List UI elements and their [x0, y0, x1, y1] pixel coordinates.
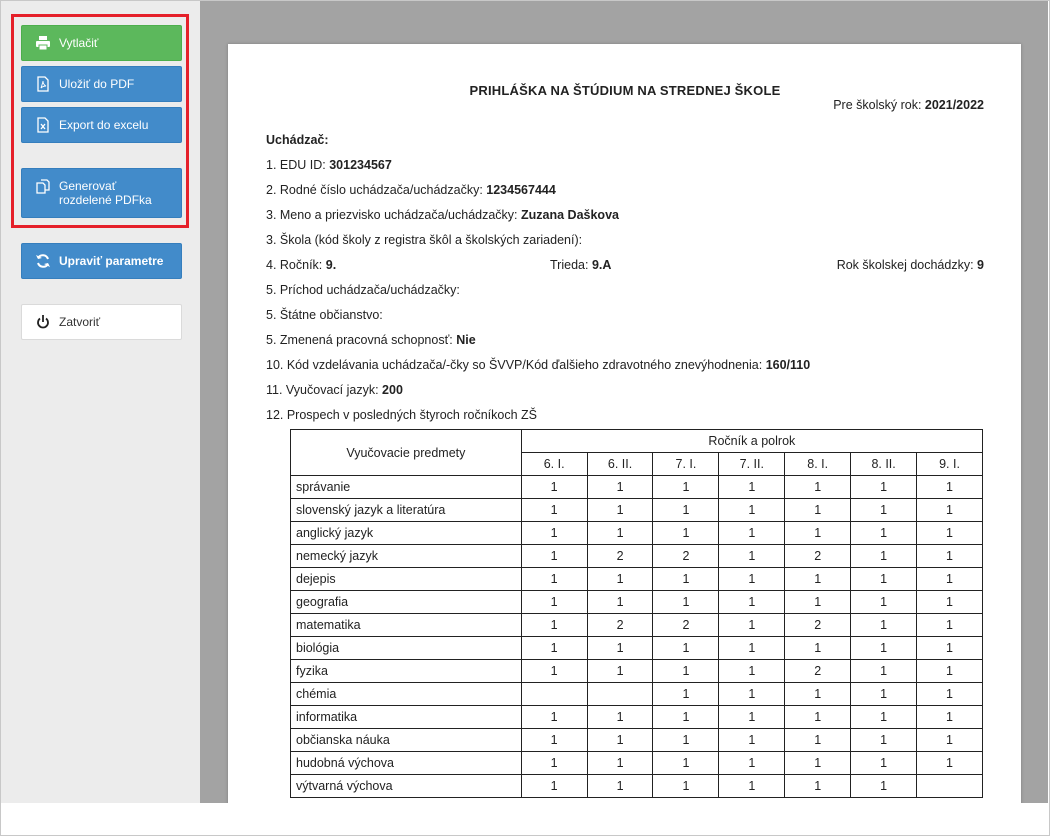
edit-parameters-button[interactable]: [21, 243, 182, 279]
school-year: [833, 98, 984, 112]
edu-id-line: [266, 158, 984, 174]
grade-value: 9.: [325, 258, 337, 272]
table-row: [291, 752, 983, 775]
year-group-header: Ročník a polrok: [521, 430, 982, 453]
grade-cell: 1: [917, 568, 983, 591]
grade-cell: 1: [851, 614, 917, 637]
grade-cell: 1: [521, 614, 587, 637]
grade-cell: 1: [521, 637, 587, 660]
grades-header-row: [291, 430, 983, 453]
work-capacity-label: 5. Zmenená pracovná schopnosť:: [266, 333, 453, 347]
subject-cell: anglický jazyk: [291, 522, 522, 545]
grade-cell: 1: [785, 476, 851, 499]
arrival-line: [266, 283, 984, 299]
grade-cell: 1: [719, 522, 785, 545]
grade-cell: 1: [917, 683, 983, 706]
subject-cell: dejepis: [291, 568, 522, 591]
name-line: [266, 208, 984, 224]
grade-cell: 1: [587, 660, 653, 683]
grade-cell: 1: [587, 476, 653, 499]
column-header: 7. I.: [653, 453, 719, 476]
grade-cell: 1: [521, 545, 587, 568]
close-label: Zatvoriť: [59, 315, 101, 329]
grade-cell: 1: [653, 660, 719, 683]
grade-cell: 1: [719, 637, 785, 660]
column-header: 8. II.: [851, 453, 917, 476]
grade-cell: 1: [785, 637, 851, 660]
grade-cell: 1: [653, 476, 719, 499]
grade-cell: 1: [917, 752, 983, 775]
save-pdf-button[interactable]: [21, 66, 182, 102]
table-row: [291, 775, 983, 798]
grade-cell: 1: [653, 775, 719, 798]
grade-cell: 1: [851, 476, 917, 499]
print-button[interactable]: [21, 25, 182, 61]
grade-cell: 1: [851, 683, 917, 706]
grade-cell: 1: [851, 660, 917, 683]
generate-split-pdf-button[interactable]: [21, 168, 182, 218]
grade-cell: 1: [653, 499, 719, 522]
grade-cell: 1: [719, 729, 785, 752]
grade-cell: 1: [653, 752, 719, 775]
education-code-label: 10. Kód vzdelávania uchádzača/-čky so ŠVVP/Kód ďalšieho zdravotného znevýhodnenia:: [266, 358, 763, 372]
subject-cell: matematika: [291, 614, 522, 637]
grade-cell: 1: [587, 729, 653, 752]
grade-cell: 1: [917, 522, 983, 545]
table-row: [291, 614, 983, 637]
grade-cell: 1: [917, 614, 983, 637]
close-button[interactable]: [21, 304, 182, 340]
table-row: [291, 706, 983, 729]
grades-body: [291, 476, 983, 798]
grade-cell: 1: [521, 499, 587, 522]
grade-cell: 1: [521, 591, 587, 614]
grade-cell: 1: [785, 591, 851, 614]
school-year-label: Pre školský rok:: [833, 98, 922, 112]
school-year-value: 2021/2022: [924, 98, 984, 112]
table-row: [291, 522, 983, 545]
copy-files-icon: [35, 179, 51, 195]
subject-cell: fyzika: [291, 660, 522, 683]
sidebar: [1, 1, 200, 803]
grade-cell: 1: [719, 683, 785, 706]
grade-cell: 1: [785, 729, 851, 752]
grade-cell: 1: [917, 499, 983, 522]
export-excel-label: Export do excelu: [59, 118, 149, 132]
grade-cell: [917, 775, 983, 798]
grade-cell: 2: [785, 614, 851, 637]
grade-cell: 1: [521, 476, 587, 499]
grade-cell: 1: [719, 568, 785, 591]
grade-cell: 1: [785, 752, 851, 775]
grade-cell: 1: [653, 591, 719, 614]
education-code-line: [266, 358, 984, 374]
grade-cell: 2: [587, 545, 653, 568]
grade-cell: 1: [917, 660, 983, 683]
work-capacity-line: [266, 333, 984, 349]
grade-cell: 2: [653, 545, 719, 568]
edit-parameters-label: Upraviť parametre: [59, 254, 164, 268]
table-row: [291, 660, 983, 683]
grade-cell: 1: [719, 499, 785, 522]
column-header: 6. I.: [521, 453, 587, 476]
grade-cell: 1: [719, 614, 785, 637]
grade-cell: 1: [521, 660, 587, 683]
table-row: [291, 476, 983, 499]
grade-cell: 1: [719, 775, 785, 798]
grade-cell: 1: [785, 683, 851, 706]
table-row: [291, 545, 983, 568]
subject-cell: občianska náuka: [291, 729, 522, 752]
subject-cell: výtvarná výchova: [291, 775, 522, 798]
applicant-heading: [266, 133, 984, 149]
name-value: Zuzana Daškova: [521, 208, 619, 222]
grade-cell: 1: [785, 568, 851, 591]
split-pdf-label-line2: rozdelené PDFka: [59, 193, 152, 207]
excel-file-icon: [35, 117, 51, 133]
grade-cell: 1: [653, 706, 719, 729]
grade-cell: 1: [917, 545, 983, 568]
printer-icon: [35, 35, 51, 51]
table-row: [291, 729, 983, 752]
language-line: [266, 383, 984, 399]
grade-cell: 2: [587, 614, 653, 637]
grade-cell: 1: [851, 637, 917, 660]
edu-id-label: 1. EDU ID:: [266, 158, 326, 172]
column-header: 8. I.: [785, 453, 851, 476]
applicant-heading-text: Uchádzač:: [266, 133, 329, 147]
grade-cell: 1: [587, 499, 653, 522]
attendance-label: Rok školskej dochádzky:: [836, 258, 974, 272]
grade-cell: 1: [653, 683, 719, 706]
subject-cell: chémia: [291, 683, 522, 706]
grade-cell: 1: [785, 775, 851, 798]
grade-cell: 1: [587, 752, 653, 775]
subject-cell: správanie: [291, 476, 522, 499]
grade-cell: 1: [521, 522, 587, 545]
education-code-value: 160/110: [765, 358, 811, 372]
arrival-label: 5. Príchod uchádzača/uchádzačky:: [266, 283, 460, 297]
grade-cell: 1: [851, 499, 917, 522]
subject-cell: slovenský jazyk a literatúra: [291, 499, 522, 522]
subject-cell: informatika: [291, 706, 522, 729]
grade-cell: 1: [917, 591, 983, 614]
citizenship-label: 5. Štátne občianstvo:: [266, 308, 383, 322]
bottom-strip: [1, 803, 1049, 835]
document-page: [228, 44, 1021, 803]
subject-cell: geografia: [291, 591, 522, 614]
grade-cell: 1: [587, 568, 653, 591]
grade-cell: [521, 683, 587, 706]
grade-cell: 1: [917, 637, 983, 660]
grade-cell: [587, 683, 653, 706]
edu-id-value: 301234567: [329, 158, 392, 172]
refresh-icon: [35, 253, 51, 269]
grade-field: [266, 258, 336, 272]
grade-cell: 1: [653, 637, 719, 660]
grade-cell: 1: [785, 522, 851, 545]
school-line: [266, 233, 984, 249]
grade-cell: 2: [653, 614, 719, 637]
grade-cell: 1: [653, 568, 719, 591]
grade-cell: 1: [719, 706, 785, 729]
grade-cell: 1: [587, 522, 653, 545]
grade-cell: 1: [719, 476, 785, 499]
grade-cell: 1: [917, 706, 983, 729]
grade-cell: 2: [785, 545, 851, 568]
results-label: 12. Prospech v posledných štyroch ročníkoch ZŠ: [266, 408, 537, 422]
table-row: [291, 683, 983, 706]
column-header: 6. II.: [587, 453, 653, 476]
grade-cell: 2: [785, 660, 851, 683]
birth-number-label: 2. Rodné číslo uchádzača/uchádzačky:: [266, 183, 483, 197]
table-row: [291, 637, 983, 660]
language-label: 11. Vyučovací jazyk:: [266, 383, 379, 397]
grade-cell: 1: [917, 729, 983, 752]
grade-cell: 1: [851, 522, 917, 545]
grade-cell: 1: [851, 568, 917, 591]
document-title: PRIHLÁŠKA NA ŠTÚDIUM NA STREDNEJ ŠKOLE: [469, 83, 781, 98]
column-header: 7. II.: [719, 453, 785, 476]
grade-cell: 1: [719, 752, 785, 775]
grade-cell: 1: [851, 752, 917, 775]
grade-cell: 1: [521, 568, 587, 591]
results-line: [266, 408, 984, 424]
grade-cell: 1: [785, 499, 851, 522]
grades-table: [290, 429, 983, 798]
citizenship-line: [266, 308, 984, 324]
attendance-field: [837, 258, 984, 272]
split-pdf-label: [59, 179, 152, 207]
table-row: [291, 499, 983, 522]
grade-cell: 1: [521, 752, 587, 775]
school-label: 3. Škola (kód školy z registra škôl a školských zariadení):: [266, 233, 583, 247]
grade-cell: 1: [521, 706, 587, 729]
grade-cell: 1: [917, 476, 983, 499]
grade-cell: 1: [851, 729, 917, 752]
split-pdf-label-line1: Generovať: [59, 179, 117, 193]
birth-number-value: 1234567444: [486, 183, 556, 197]
grade-cell: 1: [851, 545, 917, 568]
grade-cell: 1: [587, 591, 653, 614]
grade-cell: 1: [587, 775, 653, 798]
grade-cell: 1: [851, 775, 917, 798]
subject-header: Vyučovacie predmety: [291, 430, 522, 476]
grade-cell: 1: [587, 706, 653, 729]
grade-cell: 1: [653, 522, 719, 545]
grade-cell: 1: [719, 545, 785, 568]
attendance-value: 9: [977, 258, 984, 272]
save-pdf-label: Uložiť do PDF: [59, 77, 135, 91]
grade-cell: 1: [653, 729, 719, 752]
language-value: 200: [382, 383, 403, 397]
print-label: Vytlačiť: [59, 36, 99, 50]
birth-number-line: [266, 183, 984, 199]
pdf-file-icon: [35, 76, 51, 92]
grade-cell: 1: [521, 775, 587, 798]
export-excel-button[interactable]: [21, 107, 182, 143]
subject-cell: hudobná výchova: [291, 752, 522, 775]
name-label: 3. Meno a priezvisko uchádzača/uchádzačky:: [266, 208, 518, 222]
grade-cell: 1: [851, 706, 917, 729]
grade-cell: 1: [521, 729, 587, 752]
grade-line: [266, 258, 984, 274]
grade-cell: 1: [719, 591, 785, 614]
work-capacity-value: Nie: [456, 333, 476, 347]
table-row: [291, 568, 983, 591]
grade-cell: 1: [587, 637, 653, 660]
grade-label: 4. Ročník:: [266, 258, 323, 272]
subject-cell: biológia: [291, 637, 522, 660]
power-icon: [35, 314, 51, 330]
table-row: [291, 591, 983, 614]
class-field: [550, 258, 611, 272]
column-header: 9. I.: [917, 453, 983, 476]
class-value: 9.A: [591, 258, 612, 272]
grade-cell: 1: [851, 591, 917, 614]
class-label: Trieda:: [550, 258, 589, 272]
subject-cell: nemecký jazyk: [291, 545, 522, 568]
document-viewer[interactable]: [200, 1, 1048, 803]
grade-cell: 1: [785, 706, 851, 729]
grade-cell: 1: [719, 660, 785, 683]
